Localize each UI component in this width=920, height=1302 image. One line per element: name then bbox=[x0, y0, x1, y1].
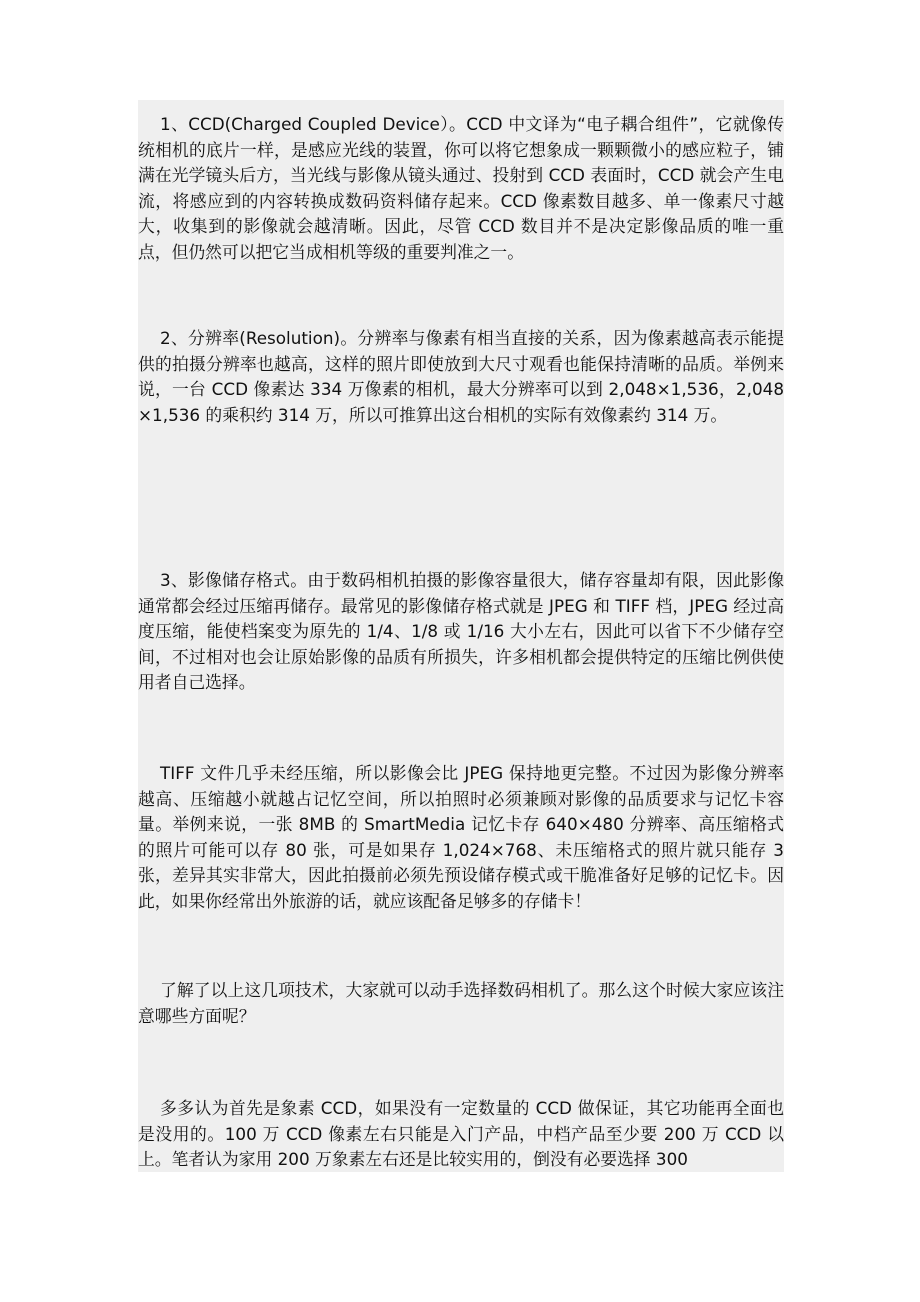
paragraph-storage-format: 3、影像储存格式。由于数码相机拍摄的影像容量很大，储存容量却有限，因此影像通常都会经过压缩再储存。最常见的影像储存格式就是 JPEG 和 TIFF 档，JPEG 经过高度压缩，能使档案变为原先的 1/4、1/8 或 1/16 大小左右，因此可以省下不少储存空间，不过相对也会让原始影像的品质有所损失，许多相机都会提供特定的压缩比例供使用者自己选择。 bbox=[138, 570, 784, 693]
paragraph-resolution: 2、分辨率(Resolution)。分辨率与像素有相当直接的关系，因为像素越高表示能提供的拍摄分辨率也越高，这样的照片即使放到大尺寸观看也能保持清晰的品质。举例来说，一台 CCD 像素达 334 万像素的相机，最大分辨率可以到 2,048×1,536，2,048×1,536 的乘积约 314 万，所以可推算出这台相机的实际有效像素约 314 万。 bbox=[138, 328, 784, 425]
paragraph-tiff: TIFF 文件几乎未经压缩，所以影像会比 JPEG 保持地更完整。不过因为影像分辨率越高、压缩越小就越占记忆空间，所以拍照时必须兼顾对影像的品质要求与记忆卡容量。举例来说，一张 8MB 的 SmartMedia 记忆卡存 640×480 分辨率、高压缩格式的照片可能可以存 80 张，可是如果存 1,024×768、未压缩格式的照片就只能存 3 张，差异其实非常大，因此拍摄前必须先预设储存模式或干脆准备好足够的记忆卡。因此，如果你经常出外旅游的话，就应该配备足够多的存储卡！ bbox=[138, 763, 784, 911]
paragraph-summary-question: 了解了以上这几项技术，大家就可以动手选择数码相机了。那么这个时候大家应该注意哪些方面呢？ bbox=[138, 980, 784, 1026]
paragraph-ccd: 1、CCD(Charged Coupled Device）。CCD 中文译为“电子耦合组件”，它就像传统相机的底片一样，是感应光线的装置，你可以将它想象成一颗颗微小的感应粒子，铺满在光学镜头后方，当光线与影像从镜头通过、投射到 CCD 表面时，CCD 就会产生电流，将感应到的内容转换成数码资料储存起来。CCD 像素数目越多、单一像素尺寸越大，收集到的影像就会越清晰。因此，尽管 CCD 数目并不是决定影像品质的唯一重点，但仍然可以把它当成相机等级的重要判准之一。 bbox=[138, 114, 784, 262]
paragraph-pixel-advice: 多多认为首先是象素 CCD，如果没有一定数量的 CCD 做保证，其它功能再全面也是没用的。100 万 CCD 像素左右只能是入门产品，中档产品至少要 200 万 CCD 以上。笔者认为家用 200 万象素左右还是比较实用的，倒没有必要选择 300 bbox=[138, 1098, 784, 1170]
